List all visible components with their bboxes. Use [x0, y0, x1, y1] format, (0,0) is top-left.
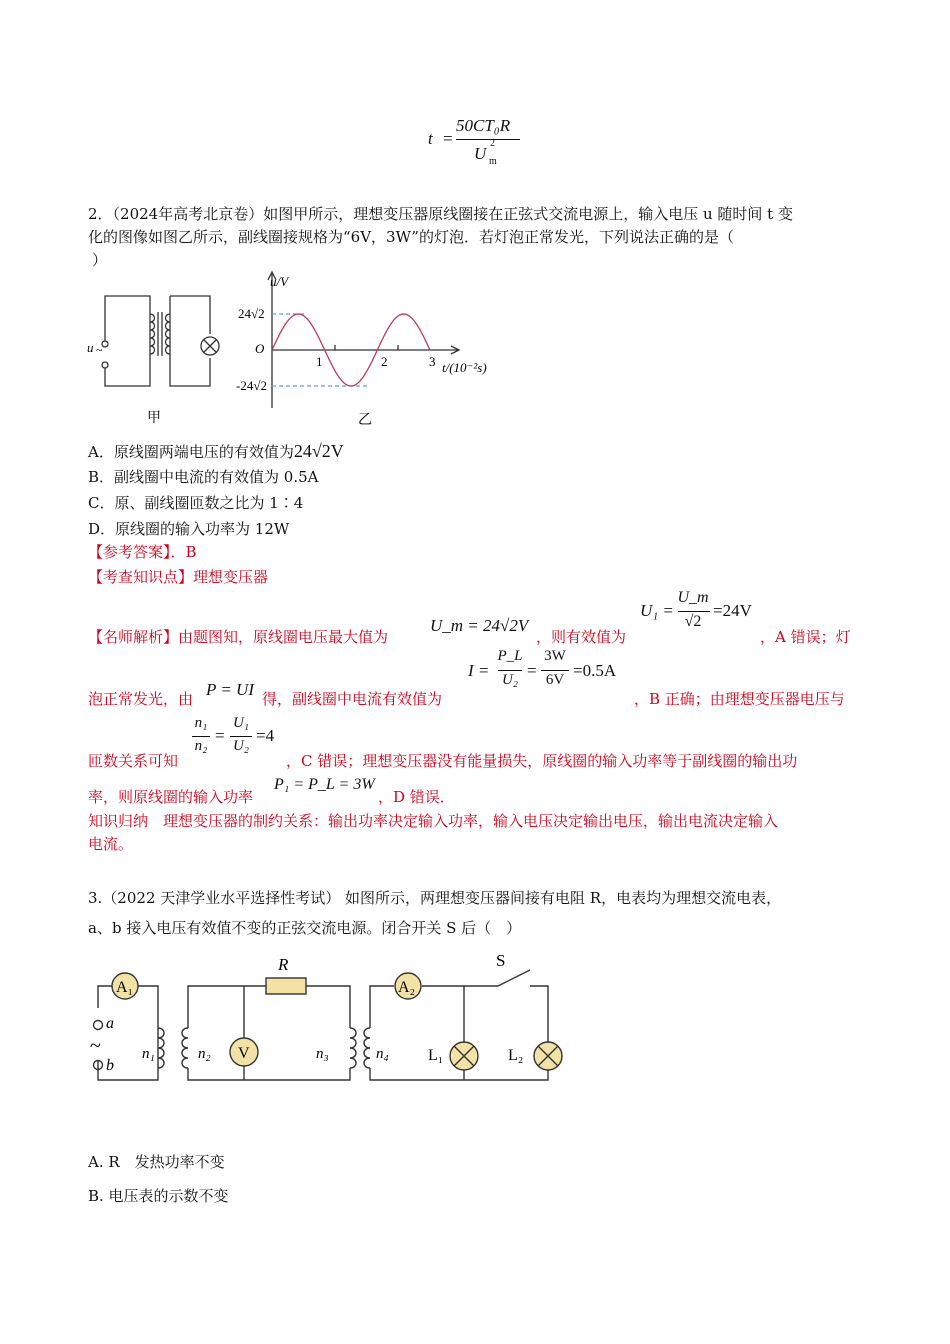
y-min-label: -24√2	[236, 378, 267, 393]
analysis-p2a: 泡正常发光，由	[88, 690, 194, 708]
source-label: u	[87, 340, 94, 355]
analysis-u1: U₁	[232, 715, 250, 731]
q2-stem-line2: 化的图像如图乙所示，副线圈接规格为“6V，3W”的灯泡．若灯泡正常发光，下列说法正确的是（	[88, 228, 734, 246]
y-max-label: 24√2	[238, 306, 265, 321]
analysis-i-den: U₂	[501, 672, 519, 688]
analysis-n-bar	[192, 736, 210, 737]
analysis-p1b: ，则有效值为	[536, 628, 627, 646]
label-a2: A₂	[398, 979, 416, 996]
y-axis-label: u/V	[270, 274, 289, 289]
lamp-l2-icon	[534, 1042, 562, 1070]
label-n1: n₁	[142, 1046, 155, 1062]
q2-answer: 【参考答案】．B	[88, 543, 197, 561]
analysis-i-num: P_L	[497, 648, 523, 664]
formula-numerator: 50CT₀R	[456, 116, 511, 135]
analysis-p2b: 得，副线圈中电流有效值为	[262, 690, 443, 708]
label-n4: n₄	[376, 1046, 389, 1062]
analysis-u1-num: U_m	[677, 589, 709, 606]
q2-stem-line1: 2．（2024年高考北京卷）如图甲所示，理想变压器原线圈接在正弦式交流电源上，输入电压 u 随时间 t 变	[88, 205, 793, 223]
analysis-p1a: 【名师解析】由题图知，原线圈电压最大值为	[88, 628, 389, 646]
analysis-formula-p1: P₁ = P_L = 3W	[274, 776, 375, 793]
q3-circuit-diagram	[88, 948, 550, 1138]
analysis-n1: n₁	[194, 715, 208, 731]
label-b: b	[106, 1057, 114, 1074]
source-symbol: ~	[96, 343, 103, 357]
q2-option-b[interactable]: B．副线圈中电流的有效值为 0.5A	[88, 468, 319, 486]
analysis-formula-um: U_m = 24√2V	[430, 616, 529, 635]
label-a: a	[106, 1015, 114, 1032]
analysis-p3a: 匝数关系可知	[88, 752, 179, 770]
label-l2: L₂	[508, 1047, 524, 1064]
analysis-u1-den: √2	[684, 613, 702, 630]
lamp-l1-icon	[450, 1042, 478, 1070]
analysis-u-bar	[230, 736, 252, 737]
summary-line1: 知识归纳 理想变压器的制约关系：输出功率决定输入功率，输入电压决定输出电压，输出电流决定输入	[88, 812, 779, 830]
formula-lhs: t	[428, 129, 433, 148]
q2-knowledge: 【考查知识点】理想变压器	[88, 568, 269, 586]
x-tick-1: 1	[316, 354, 323, 369]
formula-den-sub: m	[489, 156, 497, 167]
label-v: V	[238, 1045, 250, 1062]
q2-figure-yi	[236, 268, 510, 428]
analysis-n-rhs: =4	[256, 726, 275, 745]
analysis-p2c: ，B 正确；由理想变压器电压与	[634, 690, 845, 708]
analysis-u2: U₂	[232, 738, 250, 754]
analysis-i-den2: 6V	[545, 672, 565, 688]
label-a1: A₁	[116, 979, 134, 996]
analysis-n-eq: =	[215, 726, 225, 745]
q2-stem-line3: ）	[92, 251, 108, 269]
x-tick-2: 2	[381, 354, 388, 369]
label-tilde: ~	[90, 1035, 101, 1057]
q3-stem-line2: a、b 接入电压有效值不变的正弦交流电源。闭合开关 S 后（ ）	[88, 919, 522, 937]
analysis-n2: n₂	[194, 738, 208, 754]
q2-option-c[interactable]: C．原、副线圈匝数之比为 1∶4	[88, 494, 304, 512]
analysis-i-eq: =	[527, 661, 537, 680]
formula-eq: =	[443, 129, 453, 148]
q2-option-d[interactable]: D．原线圈的输入功率为 12W	[88, 520, 290, 538]
resistor-icon	[266, 978, 306, 994]
analysis-formula-i: I =	[468, 661, 490, 680]
formula-denominator: U	[474, 144, 487, 163]
origin-label: O	[255, 341, 265, 356]
analysis-p4b: ，D 错误．	[378, 788, 455, 806]
q2-option-a-text: A．原线圈两端电压的有效值为	[88, 443, 294, 461]
q3-stem-line1: 3.（2022 天津学业水平选择性考试） 如图所示，两理想变压器间接有电阻 R，电表均为理想交流电表，	[88, 889, 782, 907]
formula-fraction-bar	[456, 139, 520, 140]
q2-option-a[interactable]	[88, 440, 344, 463]
analysis-p1c: ，A 错误；灯	[760, 628, 851, 646]
primary-coil	[150, 314, 155, 354]
x-axis-label: t/(10⁻²s)	[442, 360, 487, 375]
q3-option-b[interactable]: B. 电压表的示数不变	[88, 1187, 229, 1205]
q2-option-a-value: 24√2V	[293, 441, 344, 461]
label-s: S	[496, 951, 506, 970]
caption-yi: 乙	[358, 413, 372, 428]
analysis-i-bar1	[498, 670, 522, 671]
label-n3: n₃	[316, 1046, 329, 1062]
summary-line2: 电流。	[88, 835, 134, 853]
label-n2: n₂	[198, 1046, 211, 1062]
analysis-u1-rhs: =24V	[713, 601, 752, 620]
analysis-formula-pui: P = UI	[206, 680, 254, 699]
x-tick-3: 3	[429, 354, 436, 369]
q3-option-a[interactable]: A. R 发热功率不变	[88, 1153, 225, 1171]
analysis-formula-u1: U₁ =	[640, 601, 674, 620]
label-r: R	[278, 955, 289, 974]
analysis-i-num2: 3W	[544, 648, 566, 664]
analysis-p3b: ，C 错误；理想变压器没有能量损失，原线圈的输入功率等于副线圈的输出功	[286, 752, 798, 770]
analysis-i-bar2	[541, 670, 569, 671]
analysis-p4a: 率，则原线圈的输入功率	[88, 788, 254, 806]
label-l1: L₁	[428, 1047, 444, 1064]
analysis-i-rhs: =0.5A	[573, 661, 617, 680]
formula-den-sup: 2	[490, 138, 495, 149]
analysis-u1-bar	[678, 611, 710, 612]
caption-jia: 甲	[147, 411, 161, 426]
q2-figure-jia	[85, 286, 235, 426]
